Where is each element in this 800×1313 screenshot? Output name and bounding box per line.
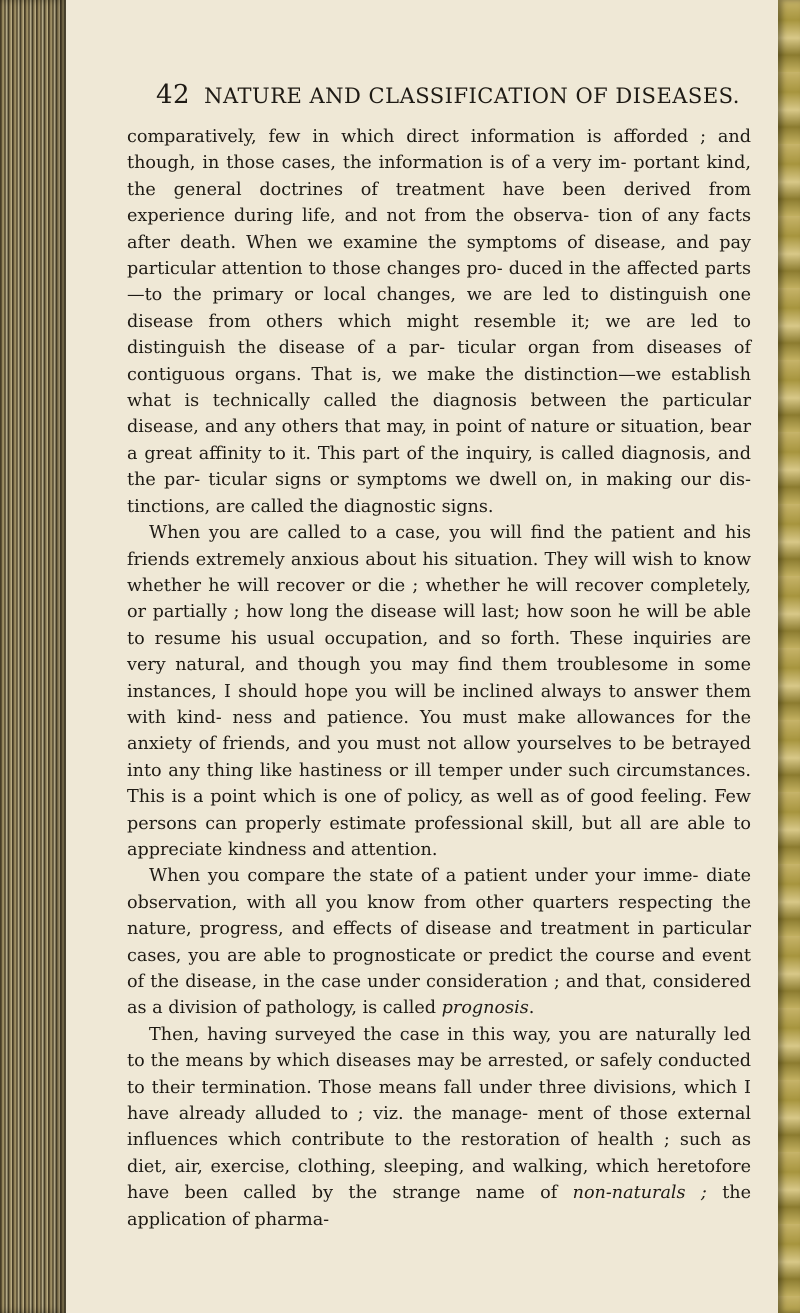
paragraph-treatment	[127, 1022, 751, 1233]
paragraph-text-end: the application of pharma-	[127, 1183, 752, 1230]
paragraph-text: Then, having surveyed the case in this way, you are naturally led to the means by which diseases may be arrested, or safely conducted to their termination. Those means fall under three divisions, which I have already alluded to ; viz. the manage- ment of those external influences which contribute to the restoration of health ; such as diet, air, exercise, clothing, sleeping, and walking, which heretofore have been called by the strange name of	[127, 1024, 751, 1204]
paragraph-friends	[127, 520, 751, 863]
running-title: NATURE AND CLASSIFICATION OF DISEASES.	[204, 84, 740, 108]
italic-term: prognosis	[441, 998, 529, 1019]
paragraph-diagnosis	[127, 124, 751, 520]
running-header	[156, 80, 756, 110]
paragraph-text: When you are called to a case, you will find the patient and his friends extremely anxious about his situation. They will wish to know whether he will recover or die ; whether he will recover completely, or partially ; how long the disease will last; how soon he will be able to resume his usual occupation, and so forth. These inquiries are very natural, and though you may find them troublesome in some instances, I should hope you will be inclined always to answer them with kind- ness and patience. You must make allowances for the anxiety of friends, and you must not allow yourselves to be betrayed into any thing like hastiness or ill temper under such circumstances. This is a point which is one of policy, as well as of good feeling. Few persons can properly estimate professional skill, but all are able to appreciate kindness and attention.	[127, 523, 751, 860]
body-text	[127, 124, 751, 1233]
book-binding-gutter	[0, 0, 66, 1313]
paragraph-text: When you compare the state of a patient under your imme- diate observation, with all you know from other quarters respecting the nature, progress, and effects of disease and treatment in particular cases, you are able to prognosticate or predict the course and event of the disease, in the case under consideration ; and that, considered as a division of pathology, is called	[127, 866, 751, 1019]
italic-term: non-naturals ;	[572, 1183, 707, 1204]
page-number: 42	[156, 80, 191, 110]
paragraph-text-end: .	[528, 998, 535, 1019]
paragraph-text: comparatively, few in which direct information is afforded ; and though, in those cases, the information is of a very im- portant kind, the general doctrines of treatment have been derived from experience during life, and not from the observa- tion of any facts after death. When we examine the symptoms of disease, and pay particular attention to those changes pro- duced in the affected parts—to the primary or local changes, we are led to distinguish one disease from others which might resemble it; we are led to distinguish the disease of a par- ticular organ from diseases of contiguous organs. That is, we make the distinction—we establish what is technically called the diagnosis between the particular disease, and any others that may, in point of nature or situation, bear a great affinity to it. This part of the inquiry, is called diagnosis, and the par- ticular signs or symptoms we dwell on, in making our dis- tinctions, are called the diagnostic signs.	[127, 127, 751, 517]
page-edge	[778, 0, 800, 1313]
paragraph-prognosis	[127, 863, 751, 1021]
